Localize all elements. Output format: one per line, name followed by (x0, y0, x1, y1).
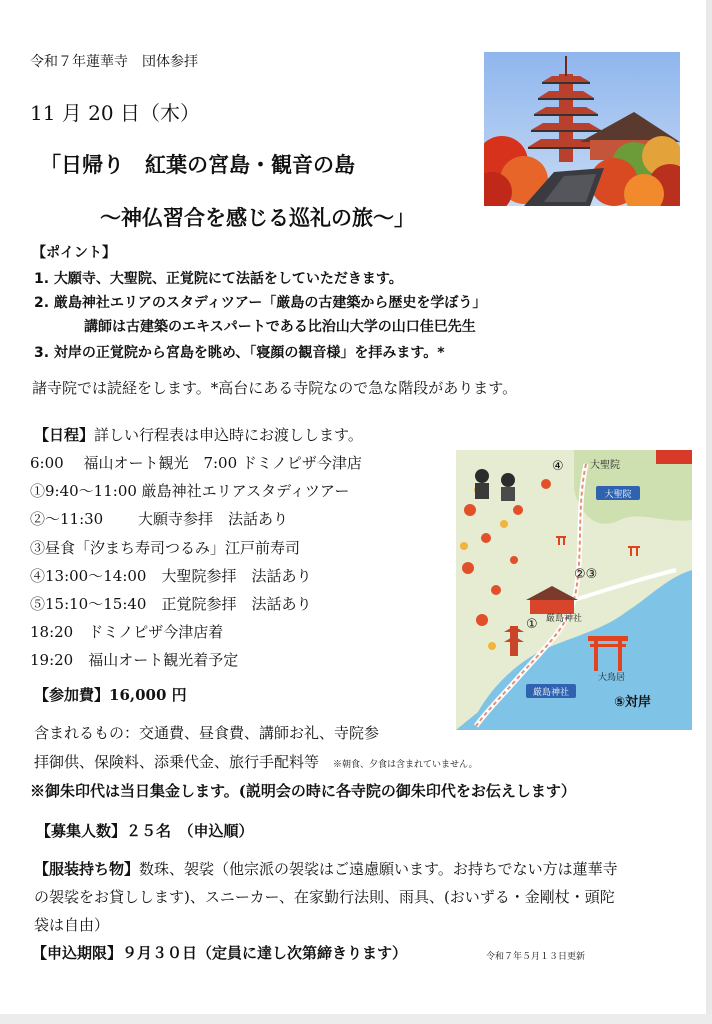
fee-amount: 16,000 円 (109, 686, 187, 704)
point-2: 2. 厳島神社エリアのスタディツアー「厳島の古建築から歴史を学ぼう」 (34, 295, 487, 311)
schedule-label: 【日程】 (34, 426, 95, 444)
fee-line (34, 684, 187, 705)
map-label-daishoin-badge: 大聖院 (604, 490, 632, 500)
page-edge-right (706, 0, 712, 1024)
schedule-row: 19:20 福山オート観光着予定 (30, 651, 239, 669)
map-label-daishoin: 大聖院 (590, 460, 620, 471)
dress-label: 【服装持ち物】 (34, 860, 140, 878)
points-heading: 【ポイント】 (32, 245, 116, 261)
schedule-heading (34, 424, 363, 445)
org-header: 令和７年蓮華寺 団体参拝 (30, 54, 198, 70)
map-marker-2-3: ②③ (574, 567, 598, 582)
schedule-row: 6:00 福山オート観光 7:00 ドミノピザ今津店 (30, 454, 362, 472)
fee-label: 【参加費】 (34, 686, 110, 704)
point-1: 1. 大願寺、大聖院、正覚院にて法話をしていただきます。 (34, 271, 403, 287)
capacity-value: ２５名 （申込順） (126, 822, 254, 840)
page-edge-bottom (0, 1014, 712, 1024)
dress-text-1: 数珠、袈裟（他宗派の袈裟はご遠慮願います。お持ちでない方は蓮華寺 (139, 860, 618, 878)
capacity-line (36, 820, 254, 841)
point-3: 3. 対岸の正覚院から宮島を眺め、「寝顔の観音様」を拝みます。* (34, 345, 445, 361)
map-label-shrine-badge: 厳島神社 (532, 688, 570, 698)
event-date: 11 月 20 日（木） (30, 101, 200, 125)
schedule-row: ③昼食「汐まち寿司つるみ」江戸前寿司 (30, 539, 301, 557)
title-line-2: 〜神仏習合を感じる巡礼の旅〜」 (100, 205, 415, 230)
dress-line-1 (34, 858, 618, 879)
miyajima-map (456, 450, 692, 730)
includes-line-2-text: 拝御供、保険料、添乗代金、旅行手配料等 (34, 753, 320, 771)
map-label-otorii: 大鳥居 (598, 673, 626, 683)
schedule-row: ②〜11:30 大願寺参拝 法話あり (30, 510, 288, 528)
schedule-row: ①9:40〜11:00 厳島神社エリアスタディツアー (30, 482, 350, 500)
map-marker-4: ④ (552, 459, 564, 474)
pagoda-photo (484, 52, 680, 206)
dress-line-3: 袋は自由） (34, 916, 110, 934)
dress-line-2: の袈裟をお貸しします)、スニーカー、在家勤行法則、雨具、(おいずる・金剛杖・頭陀 (34, 888, 615, 906)
deadline-line (32, 942, 407, 963)
map-marker-1: ① (526, 617, 538, 632)
map-marker-5: ⑤対岸 (614, 695, 652, 710)
meals-note: ※朝食、夕食は含まれていません。 (333, 760, 478, 770)
schedule-row: 18:20 ドミノピザ今津店着 (30, 623, 224, 641)
deadline-value: ９月３０日（定員に達し次第締きります） (122, 944, 408, 962)
capacity-label: 【募集人数】 (36, 822, 127, 840)
includes-line-2 (34, 751, 478, 772)
updated-date: 令和７年５月１３日更新 (486, 952, 586, 962)
schedule-row: ④13:00〜14:00 大聖院参拝 法話あり (30, 567, 312, 585)
title-line-1: 「日帰り 紅葉の宮島・観音の島 (40, 152, 355, 177)
goshuin-note: ※御朱印代は当日集金します。(説明会の時に各寺院の御朱印代をお伝えします） (30, 782, 576, 800)
map-label-itsukushima: 厳島神社 (546, 614, 583, 624)
includes-line-1: 含まれるもの：交通費、昼食費、講師お礼、寺院参 (34, 724, 380, 742)
point-2-lecturer: 講師は古建築のエキスパートである比治山大学の山口佳巳先生 (84, 319, 476, 335)
deadline-label: 【申込期限】 (32, 944, 123, 962)
schedule-row: ⑤15:10〜15:40 正覚院参拝 法話あり (30, 595, 312, 613)
temple-note: 諸寺院では読経をします。*高台にある寺院なので急な階段があります。 (32, 379, 518, 397)
schedule-subtext: 詳しい行程表は申込時にお渡しします。 (94, 426, 363, 444)
